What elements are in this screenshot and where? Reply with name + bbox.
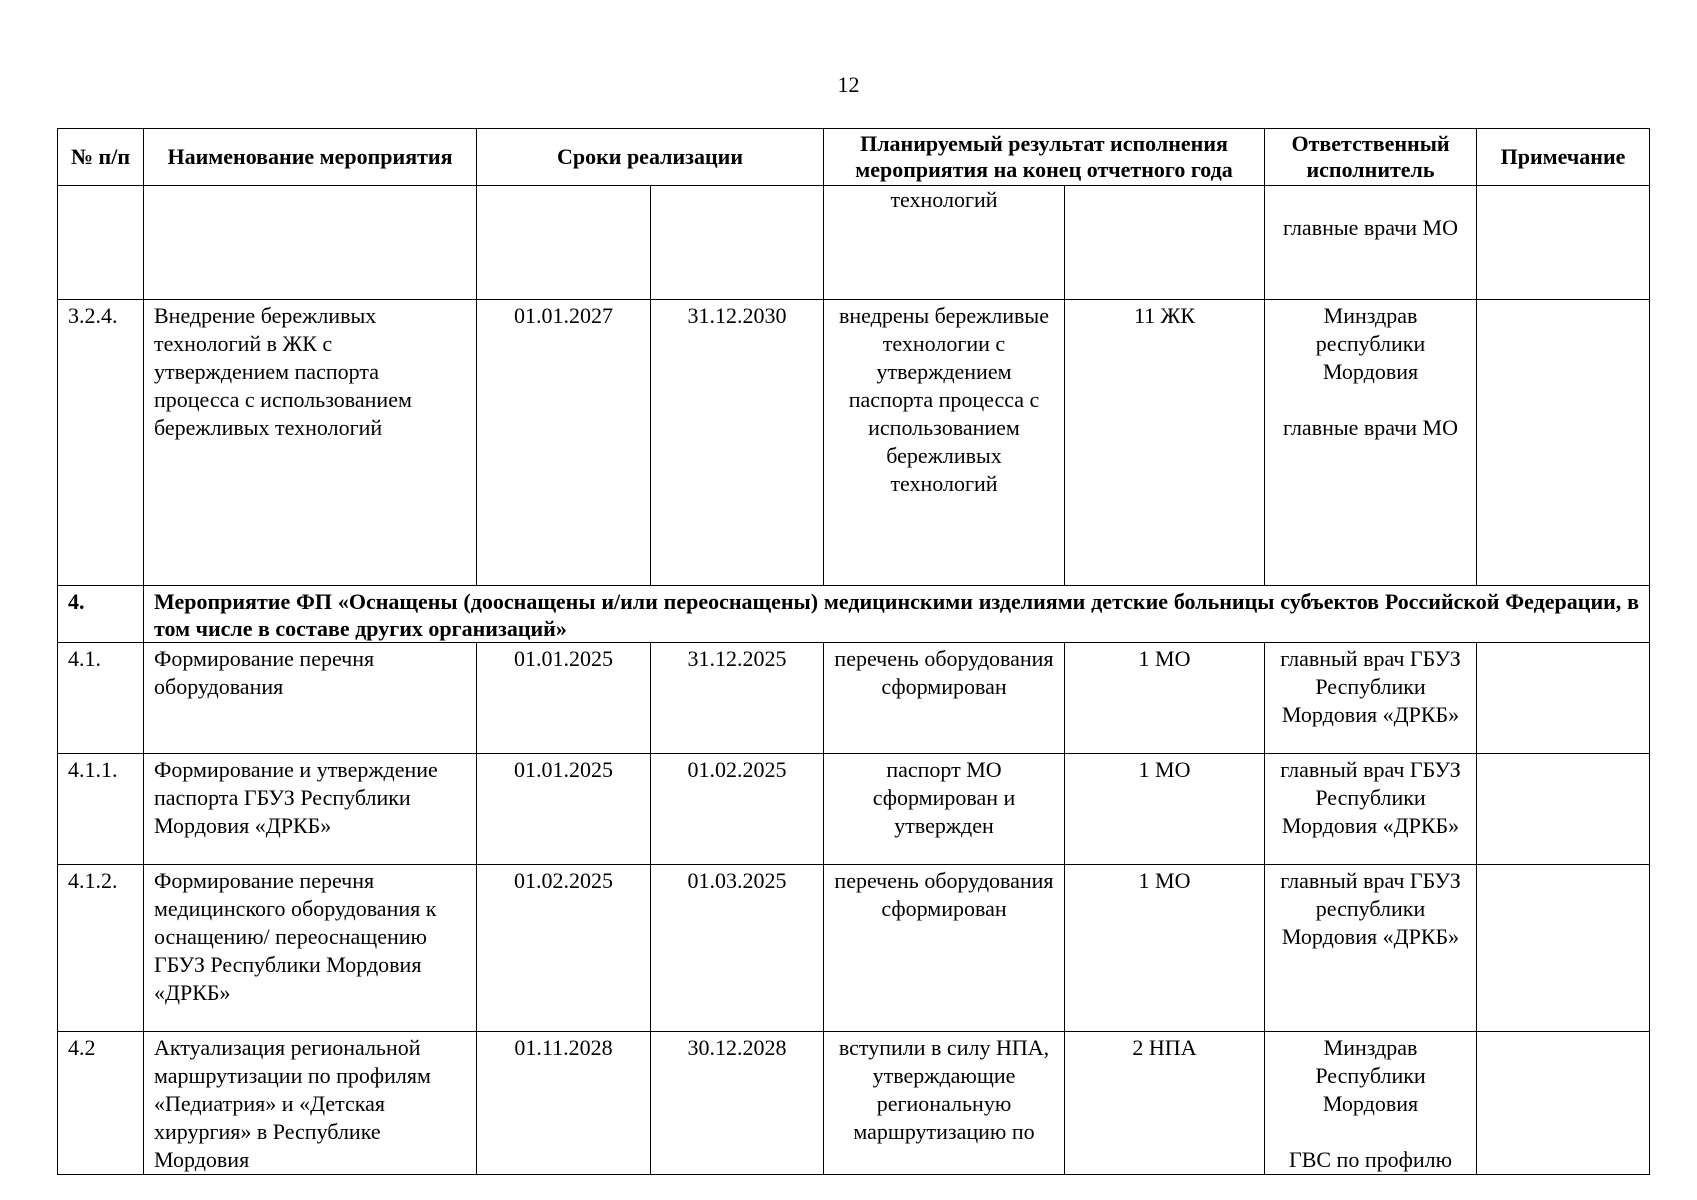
header-terms: Сроки реализации xyxy=(477,129,824,186)
row-responsible xyxy=(1265,1032,1477,1175)
row-end: 31.12.2030 xyxy=(651,300,824,586)
row-value: 1 МО xyxy=(1065,643,1265,754)
row-start: 01.01.2025 xyxy=(477,643,651,754)
row-responsible-secondary: главные врачи МО xyxy=(1283,415,1458,440)
row-num: 4.1.1. xyxy=(58,754,144,865)
row-num: 3.2.4. xyxy=(58,300,144,586)
row-responsible-secondary: главные врачи МО xyxy=(1283,215,1458,240)
table-row xyxy=(58,186,1650,300)
row-result: перечень оборудования сформирован xyxy=(824,643,1065,754)
header-result: Планируемый результат исполнения мероприятия на конец отчетного года xyxy=(824,129,1265,186)
row-responsible: главный врач ГБУЗ Республики Мордовия «ДРКБ» xyxy=(1265,754,1477,865)
row-end: 30.12.2028 xyxy=(651,1032,824,1175)
row-name xyxy=(144,186,477,300)
row-start: 01.02.2025 xyxy=(477,865,651,1032)
section-title: Мероприятие ФП «Оснащены (дооснащены и/или переоснащены) медицинскими изделиями детские больницы субъектов Российской Федерации, в том числе в составе других организаций» xyxy=(144,586,1650,643)
row-start: 01.01.2027 xyxy=(477,300,651,586)
row-end: 01.03.2025 xyxy=(651,865,824,1032)
header-responsible: Ответственный исполнитель xyxy=(1265,129,1477,186)
row-note xyxy=(1477,643,1650,754)
row-num: 4.1.2. xyxy=(58,865,144,1032)
table-row xyxy=(58,754,1650,865)
row-note xyxy=(1477,300,1650,586)
row-num: 4.2 xyxy=(58,1032,144,1175)
row-name: Формирование перечня медицинского оборудования к оснащению/ переоснащению ГБУЗ Республики Мордовия «ДРКБ» xyxy=(144,865,477,1032)
row-note xyxy=(1477,865,1650,1032)
row-result: паспорт МО сформирован и утвержден xyxy=(824,754,1065,865)
plan-table xyxy=(57,128,1650,1175)
row-result: перечень оборудования сформирован xyxy=(824,865,1065,1032)
row-note xyxy=(1477,754,1650,865)
row-value: 1 МО xyxy=(1065,754,1265,865)
row-value: 1 МО xyxy=(1065,865,1265,1032)
table-row xyxy=(58,300,1650,586)
row-start: 01.11.2028 xyxy=(477,1032,651,1175)
row-responsible xyxy=(1265,300,1477,586)
row-note xyxy=(1477,1032,1650,1175)
row-responsible-secondary: ГВС по профилю xyxy=(1288,1147,1453,1172)
row-end: 31.12.2025 xyxy=(651,643,824,754)
table-header-row xyxy=(58,129,1650,186)
row-name: Формирование и утверждение паспорта ГБУЗ Республики Мордовия «ДРКБ» xyxy=(144,754,477,865)
page-number: 12 xyxy=(837,72,860,97)
section-num: 4. xyxy=(58,586,144,643)
header-note: Примечание xyxy=(1477,129,1650,186)
row-name: Внедрение бережливых технологий в ЖК с утверждением паспорта процесса с использованием бережливых технологий xyxy=(144,300,477,586)
row-num: 4.1. xyxy=(58,643,144,754)
table-row xyxy=(58,865,1650,1032)
row-name: Формирование перечня оборудования xyxy=(144,643,477,754)
row-responsible-primary: Минздрав Республики Мордовия xyxy=(1315,1035,1426,1116)
row-value: 2 НПА xyxy=(1065,1032,1265,1175)
section-row xyxy=(58,586,1650,643)
row-start xyxy=(477,186,651,300)
row-value xyxy=(1065,186,1265,300)
row-result: внедрены бережливые технологии с утверждением паспорта процесса с использованием бережливых технологий xyxy=(824,300,1065,586)
row-end xyxy=(651,186,824,300)
row-value: 11 ЖК xyxy=(1065,300,1265,586)
row-result: вступили в силу НПА, утверждающие региональную маршрутизацию по xyxy=(824,1032,1065,1175)
row-responsible: главный врач ГБУЗ Республики Мордовия «ДРКБ» xyxy=(1265,643,1477,754)
row-num xyxy=(58,186,144,300)
row-responsible: главный врач ГБУЗ республики Мордовия «ДРКБ» xyxy=(1265,865,1477,1032)
row-responsible xyxy=(1265,186,1477,300)
table-row xyxy=(58,1032,1650,1175)
row-note xyxy=(1477,186,1650,300)
header-name: Наименование мероприятия xyxy=(144,129,477,186)
row-start: 01.01.2025 xyxy=(477,754,651,865)
row-result: технологий xyxy=(824,186,1065,300)
row-end: 01.02.2025 xyxy=(651,754,824,865)
table-row xyxy=(58,643,1650,754)
row-name: Актуализация региональной маршрутизации по профилям «Педиатрия» и «Детская хирургия» в Республике Мордовия xyxy=(144,1032,477,1175)
row-responsible-primary: Минздрав республики Мордовия xyxy=(1315,303,1426,384)
header-num: № п/п xyxy=(58,129,144,186)
